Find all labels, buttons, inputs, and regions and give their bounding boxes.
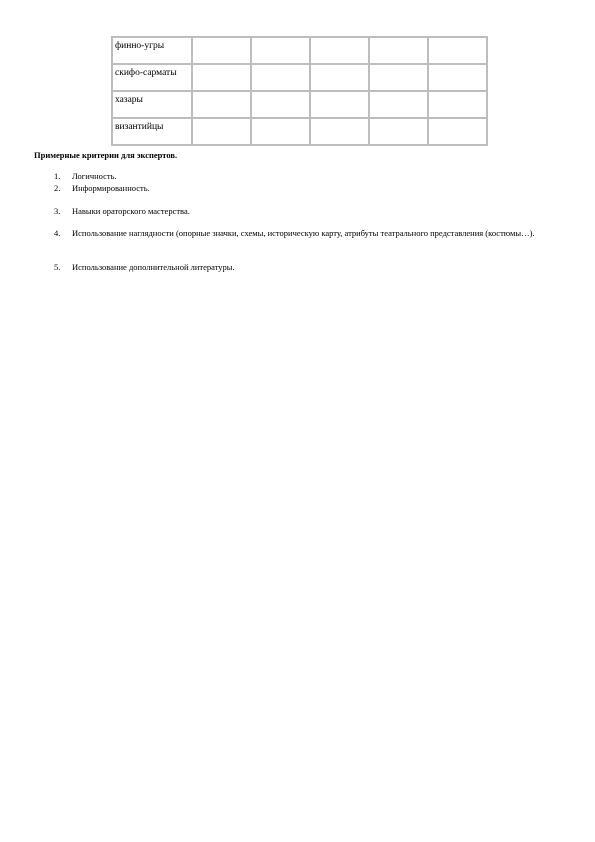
list-number: 4. bbox=[54, 228, 61, 238]
empty-cell bbox=[429, 65, 486, 90]
empty-cell bbox=[311, 119, 368, 144]
empty-cell bbox=[252, 119, 309, 144]
empty-cell bbox=[193, 38, 250, 63]
empty-cell bbox=[429, 38, 486, 63]
table-row bbox=[113, 92, 486, 117]
empty-cell bbox=[193, 119, 250, 144]
empty-cell bbox=[429, 92, 486, 117]
row-label-cell: финно-угры bbox=[113, 38, 191, 63]
criteria-heading: Примерные критерии для экспертов. bbox=[34, 150, 178, 160]
row-label-cell: скифо-сарматы bbox=[113, 65, 191, 90]
empty-cell bbox=[429, 119, 486, 144]
list-text: Использование дополнительной литературы. bbox=[72, 262, 235, 272]
list-text: Информированность. bbox=[72, 183, 150, 193]
table-row bbox=[113, 119, 486, 144]
empty-cell bbox=[252, 92, 309, 117]
row-label-cell: византийцы bbox=[113, 119, 191, 144]
empty-cell bbox=[193, 92, 250, 117]
list-text: Логичность. bbox=[72, 171, 117, 181]
empty-cell bbox=[370, 92, 427, 117]
empty-cell bbox=[370, 65, 427, 90]
empty-cell bbox=[193, 65, 250, 90]
list-number: 5. bbox=[54, 262, 61, 272]
list-text: Использование наглядности (опорные значки, схемы, историческую карту, атрибуты театрального представления (костюмы…). bbox=[72, 228, 535, 238]
empty-cell bbox=[311, 92, 368, 117]
list-text: Навыки ораторского мастерства. bbox=[72, 206, 190, 216]
list-number: 2. bbox=[54, 183, 61, 193]
table-row bbox=[113, 38, 486, 63]
empty-cell bbox=[252, 65, 309, 90]
empty-cell bbox=[370, 119, 427, 144]
peoples-table bbox=[111, 36, 488, 146]
empty-cell bbox=[311, 38, 368, 63]
empty-cell bbox=[370, 38, 427, 63]
list-number: 1. bbox=[54, 171, 61, 181]
empty-cell bbox=[311, 65, 368, 90]
list-number: 3. bbox=[54, 206, 61, 216]
empty-cell bbox=[252, 38, 309, 63]
table-row bbox=[113, 65, 486, 90]
row-label-cell: хазары bbox=[113, 92, 191, 117]
